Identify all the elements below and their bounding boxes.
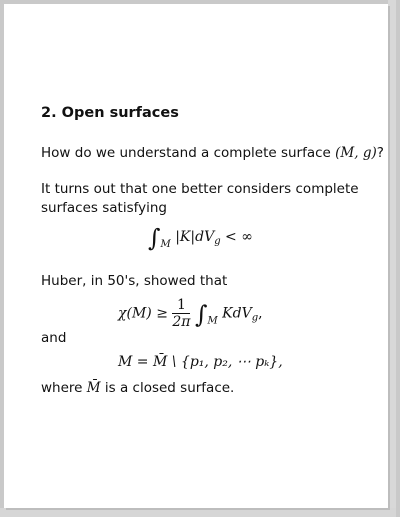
fraction-denominator: 2π [172,314,191,330]
question-line [41,145,384,161]
section-heading [41,105,179,121]
integral-sign: ∫ [194,300,208,329]
document-page [4,4,388,508]
integrand: KdV [222,305,252,322]
section-title: Open surfaces [61,105,179,121]
where-end: is a closed surface. [100,380,235,396]
turns-out-line-2: surfaces satisfying [41,200,167,216]
metric-subscript: g [214,236,221,247]
where-line [41,380,234,396]
finite-inequality: < ∞ [220,229,253,245]
page-edge-right [388,0,396,512]
euler-char-lhs: χ(M) ≥ [118,305,173,322]
where-math: M̄ [86,380,101,396]
question-end: ? [376,145,384,161]
formula-puncture [118,354,283,370]
fraction-one-over-two-pi [172,297,190,330]
where-text: where [41,380,87,396]
formula-huber-inequality [118,297,263,330]
formula-comma: , [258,305,263,322]
and-line: and [41,330,67,346]
fraction-numerator: 1 [172,297,190,314]
integral-domain: M [160,239,171,250]
formula-finite-curvature [148,224,253,252]
question-math: (M, g) [335,145,377,161]
closed-surface-symbol: M̄ [152,354,168,370]
turns-out-line-1: It turns out that one better considers complete [41,181,359,197]
puncture-lhs: M = [118,354,153,370]
integral-sign: ∫ [148,224,161,252]
page-edge-bottom [0,508,396,517]
metric-subscript: g [251,312,259,324]
huber-line: Huber, in 50's, showed that [41,273,228,289]
integrand: |K|dV [175,229,215,245]
integral-domain: M [207,315,218,327]
section-number: 2. [41,105,57,121]
punctures-set: \ {p₁, p₂, ⋯ pₖ}, [167,354,283,370]
question-text: How do we understand a complete surface [41,145,336,161]
